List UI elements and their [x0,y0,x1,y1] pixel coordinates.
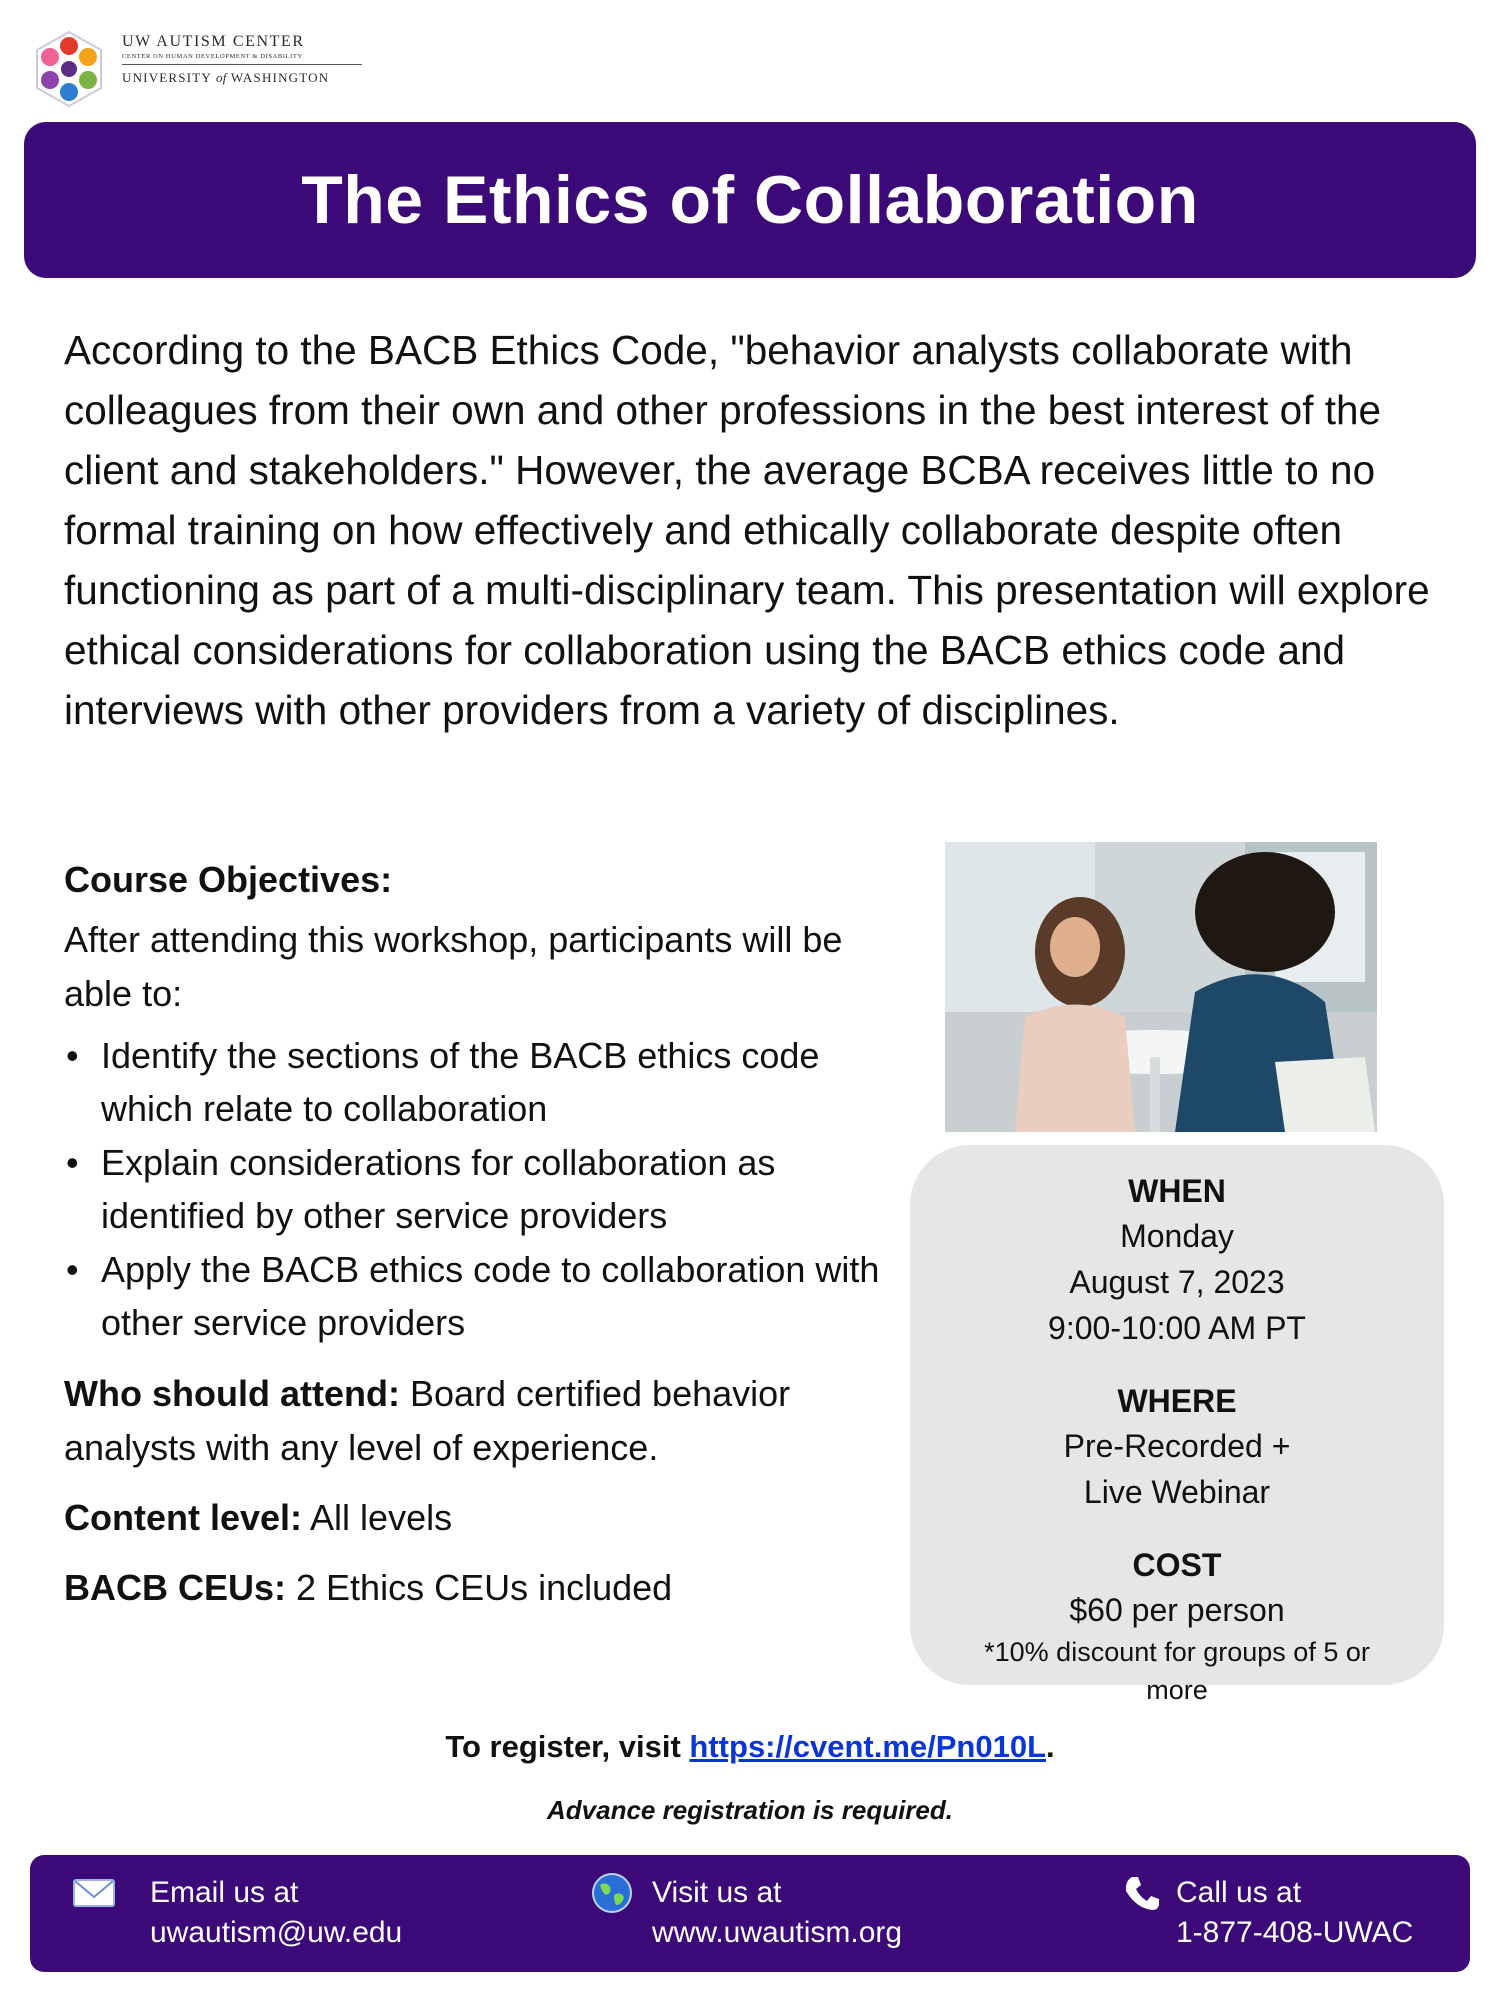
content-level-value: All levels [302,1497,453,1538]
content-level-label: Content level: [64,1497,303,1538]
when-heading: WHEN [1128,1173,1226,1209]
register-link[interactable]: https://cvent.me/Pn010L [689,1729,1047,1764]
bullet-icon: • [66,1142,79,1183]
objective-text: Explain considerations for collaboration as identified by other service providers [101,1142,776,1236]
objective-item [64,1029,904,1135]
objective-item [64,1243,904,1349]
logo-of: of [215,70,227,85]
logo-university: UNIVERSITY [122,70,212,85]
ceus-label: BACB CEUs: [64,1567,287,1608]
intro-paragraph: According to the BACB Ethics Code, "behavior analysts collaborate with colleagues from their own and other professions in the best interest of the client and stakeholders." However, the average BCBA receives little to no formal training on how effectively and ethically collaborate despite often functioning as part of a multi-disciplinary team. This presentation will explore ethical considerations for collaboration using the BACB ethics code and interviews with other providers from a variety of disciplines. [64,327,1430,733]
objectives-lead: After attending this workshop, participants will be able to: [64,919,843,1014]
email-label: Email us at [150,1876,299,1909]
where-heading: WHERE [1117,1383,1237,1419]
when-date: August 7, 2023 [1069,1264,1285,1300]
call-value: 1-877-408-UWAC [1176,1916,1414,1949]
register-suffix: . [1046,1729,1055,1764]
logo-text [122,32,362,88]
bullet-icon: • [66,1035,79,1076]
meeting-photo-illustration [945,842,1377,1132]
attend-label: Who should attend: [64,1373,400,1414]
contact-footer [30,1855,1470,1972]
when-time: 9:00-10:00 AM PT [1048,1310,1306,1346]
attend-value: Board certified behavior analysts with any level of experience. [64,1373,791,1468]
logo-line-1: UW AUTISM CENTER [122,33,305,50]
web-value: www.uwautism.org [652,1916,903,1949]
globe-icon [590,1871,634,1915]
objective-text: Identify the sections of the BACB ethics code which relate to collaboration [101,1035,820,1129]
phone-contact[interactable] [1176,1873,1413,1953]
where-line-2: Live Webinar [1083,1474,1271,1510]
title-banner [24,122,1476,278]
objective-item [64,1136,904,1242]
advance-registration-note: Advance registration is required. [546,1795,953,1825]
objective-text: Apply the BACB ethics code to collaboration with other service providers [101,1249,880,1343]
who-should-attend [64,1367,904,1475]
web-label: Visit us at [652,1876,782,1909]
page-title: The Ethics of Collaboration [301,162,1199,238]
logo-washington: WASHINGTON [230,70,330,85]
cost-heading: COST [1132,1547,1222,1583]
bullet-icon: • [66,1249,79,1290]
phone-icon [1120,1871,1164,1915]
website-contact[interactable] [652,1873,902,1953]
register-prefix: To register, visit [445,1729,690,1764]
meeting-photo [945,842,1377,1132]
call-label: Call us at [1176,1876,1302,1909]
register-line [0,1725,1500,1769]
logo-line-2: CENTER ON HUMAN DEVELOPMENT & DISABILITY [122,52,362,65]
email-value: uwautism@uw.edu [150,1916,403,1949]
content-level [64,1491,904,1545]
email-contact[interactable] [150,1873,402,1953]
logo-mark-icon [30,30,108,108]
uw-autism-center-logo [30,28,360,108]
cost-note: *10% discount for groups of 5 or more [984,1637,1370,1705]
bacb-ceus [64,1561,904,1615]
where-line-1: Pre-Recorded + [1063,1428,1291,1464]
cost-value: $60 per person [1069,1592,1285,1628]
course-details [64,855,904,1615]
when-day: Monday [1120,1218,1234,1254]
objectives-list [64,1029,904,1349]
logo-line-3 [122,68,362,88]
event-info-panel [910,1145,1444,1705]
envelope-icon [72,1871,116,1915]
ceus-value: 2 Ethics CEUs included [286,1567,673,1608]
objectives-heading: Course Objectives: [64,859,393,900]
